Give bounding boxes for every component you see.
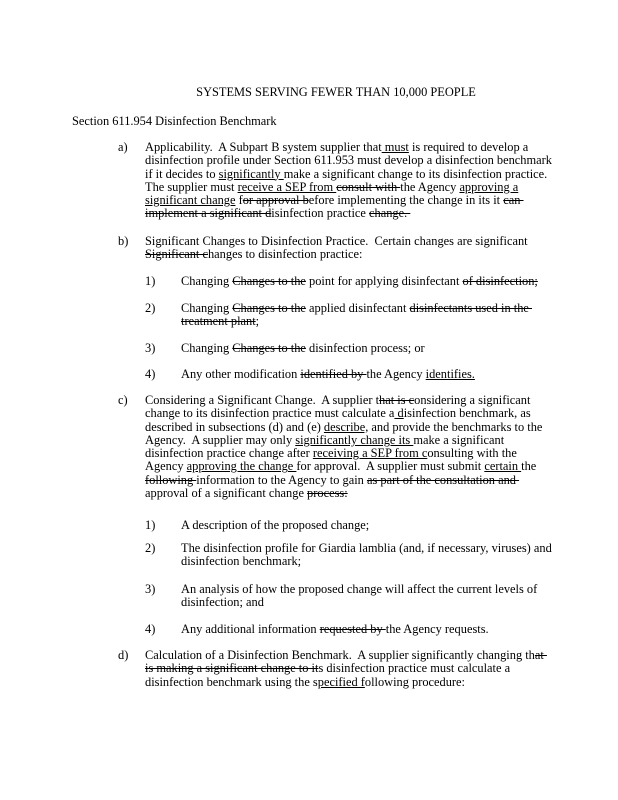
text-line [181,555,552,568]
text-line [145,168,552,181]
text-run: the Agency [366,367,426,381]
text-run: applied disinfectant [305,301,410,315]
text-run: approval of a significant change [145,486,308,501]
text-run: A description of the proposed change; [181,518,370,532]
deleted-text: is making a significant change to it [145,661,319,676]
item-text [181,342,425,355]
text-run: the Agency [400,179,460,194]
text-run: disinfection practice change after [145,446,313,461]
text-line [181,623,489,636]
text-run: if it decides to [145,166,219,181]
text-line [145,141,552,154]
deleted-text: treatment plant [181,314,256,329]
text-run: change to its disinfection practice must calculate a [145,406,395,421]
deleted-text: can [503,193,524,208]
item-label: 1) [145,518,156,532]
text-run: isinfection practice [271,206,370,221]
text-run: hanges to disinfection practice: [207,247,363,262]
item-text [181,302,532,329]
text-run: Changing [181,274,233,288]
deleted-text: Changes to the [232,341,306,355]
item-label: a) [118,140,128,154]
item-text [181,368,475,381]
text-line [181,519,369,532]
item-label: 3) [145,582,156,596]
inserted-text: significantly change its [295,432,414,447]
inserted-text: d [394,406,404,421]
text-run: Calculation of a Disinfection Benchmark. A supplier significantly changing th [145,648,535,662]
item-text [181,519,369,532]
text-line [145,248,528,261]
inserted-text: identifies. [425,367,475,381]
deleted-text: consult with [336,179,401,194]
inserted-text: describe, [323,419,369,434]
text-run: make a significant change to its disinfection practice. [283,166,548,181]
item-label: 2) [145,541,156,555]
item-text [181,542,552,569]
text-line [145,676,547,689]
text-line [145,487,542,500]
inserted-text: significantly [218,166,284,181]
text-run: ; [255,314,260,329]
text-line [181,542,552,555]
inserted-text: approving the change [186,459,297,474]
deleted-text: at [534,648,547,662]
text-run: Any additional information [181,622,320,636]
text-run: and provide the benchmarks to the [368,419,543,434]
deleted-text: as part of the consultation and [366,472,520,487]
inserted-text: significant change [145,193,236,208]
text-run: Significant Changes to Disinfection Practice. Certain changes are significant [145,234,528,248]
text-line [145,235,528,248]
deleted-text: requested by [319,622,386,636]
text-run: Considering a Significant Change. A supplier t [145,393,380,407]
item-label: 4) [145,367,156,381]
item-label: c) [118,393,128,407]
deleted-text: of disinfection; [462,274,538,288]
text-run: disinfection; and [181,595,264,610]
text-line [145,181,552,194]
item-text [181,623,489,636]
text-line [145,207,552,220]
text-run: s disinfection practice must calculate a [318,661,511,676]
text-line [145,662,547,675]
text-run: make a significant [413,432,505,447]
text-run: onsulting with the [427,446,517,461]
text-run: disinfection benchmark; [181,554,302,569]
text-run: Agency [145,459,187,474]
inserted-text: pecified f [317,674,365,689]
text-run: isinfection benchmark, as [403,406,531,421]
text-run: disinfection benchmark using the s [145,674,318,689]
text-run: f [235,193,243,208]
deleted-text: Changes to the [232,301,306,315]
section-heading: Section 611.954 Disinfection Benchmark [72,114,277,128]
text-line [145,460,542,473]
text-line [145,194,552,207]
item-label: 2) [145,301,156,315]
item-label: 4) [145,622,156,636]
deleted-text: hat is c [379,393,415,407]
deleted-text: following [145,472,197,487]
inserted-text: receiving a SEP from c [312,446,428,461]
text-line [145,474,542,487]
text-line [181,342,425,355]
document-title: SYSTEMS SERVING FEWER THAN 10,000 PEOPLE [196,85,476,99]
deleted-text: Significant c [145,247,208,262]
item-text [145,235,528,262]
text-run: efore implementing the change in its it [308,193,504,208]
text-line [181,368,475,381]
text-run: Applicability. A Subpart B system supplier that [145,140,382,154]
text-run: information to the Agency to gain [196,472,367,487]
inserted-text: approving a [459,179,519,194]
text-line [181,302,532,315]
text-run: described in subsections (d) and (e) [145,419,324,434]
text-run: disinfection process; or [305,341,425,355]
text-run: Changing [181,301,233,315]
inserted-text: certain [484,459,522,474]
item-label: 3) [145,341,156,355]
text-run: Agency. A supplier may only [145,432,296,447]
text-run: An analysis of how the proposed change will affect the current levels of [181,582,538,596]
item-text [181,583,537,610]
text-run: onsidering a significant [414,393,531,407]
deleted-text: identified by [300,367,367,381]
text-run: Any other modification [181,367,301,381]
text-run: is required to develop a [408,140,529,154]
item-text [145,394,542,500]
text-line [145,394,542,407]
item-text [181,275,538,288]
deleted-text: Changes to the [232,274,306,288]
deleted-text: disinfectants used in the [409,301,533,315]
item-label: d) [118,648,129,662]
text-run: The supplier must [145,179,238,194]
text-line [145,649,547,662]
text-line [145,407,542,420]
text-run: point for applying disinfectant [305,274,463,288]
text-run: the [521,459,537,474]
inserted-text: must [381,140,409,154]
text-run: disinfection profile under Section 611.953 must develop a disinfection benchmark [145,153,552,168]
text-line [145,154,552,167]
text-run: The disinfection profile for Giardia lamblia (and, if necessary, viruses) and [181,541,552,555]
text-line [181,596,537,609]
deleted-text: or approval b [242,193,309,208]
text-line [181,315,532,328]
item-label: b) [118,234,129,248]
text-run: ollowing procedure: [364,674,466,689]
text-line [145,434,542,447]
item-text [145,649,547,689]
deleted-text: change. [369,206,411,221]
text-line [181,583,537,596]
text-run: for approval. A supplier must submit [296,459,485,474]
text-run: the Agency requests. [385,622,489,636]
text-run: Changing [181,341,233,355]
text-line [181,275,538,288]
deleted-text: process: [307,486,348,501]
item-label: 1) [145,274,156,288]
item-text [145,141,552,221]
text-line [145,447,542,460]
text-line [145,421,542,434]
inserted-text: receive a SEP from [237,179,337,194]
deleted-text: implement a significant d [145,206,272,221]
